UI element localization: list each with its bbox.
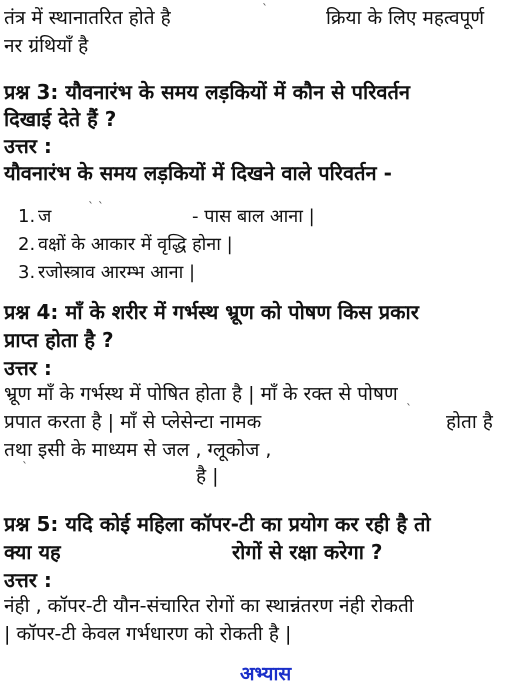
answer-4-line-1: भ्रूण माँ के गर्भस्थ में पोषित होता है | माँ के रक्त से पोषण — [4, 383, 398, 405]
answer-4-line-4: है | — [196, 465, 219, 487]
question-4-line-1: प्रश्न 4: माँ के शरीर में गर्भस्थ भ्रूण को पोषण किस प्रकार — [4, 300, 419, 324]
list-number: 3. — [18, 262, 36, 283]
question-3-line-1: प्रश्न 3: यौवनारंभ के समय लड़कियों में कौन से परिवर्तन — [4, 80, 410, 104]
list-item — [18, 204, 51, 228]
answer-3-intro: यौवनारंभ के समय लड़कियों में दिखने वाले परिवर्तन - — [4, 161, 392, 185]
question-3-line-2: दिखाई देते हैं ? — [4, 107, 117, 131]
answer-5-line-2: | कॉपर-टी केवल गर्भधारण को रोकती है | — [4, 623, 292, 645]
answer-4-line-2b: होता है — [446, 411, 493, 433]
faded-mark: ˋ — [22, 460, 28, 474]
intro-line-1a: तंत्र में स्थानातरित होते है — [4, 7, 171, 29]
answer-4-label: उत्तर : — [4, 356, 52, 380]
list-number: 1. — [18, 206, 36, 227]
question-5-line-1: प्रश्न 5: यदि कोई महिला कॉपर-टी का प्रयोग कर रही है तो — [4, 512, 431, 536]
faded-mark: ˋ — [406, 402, 412, 416]
answer-4-line-3: तथा इसी के माध्यम से जल , ग्लूकोज , — [4, 439, 272, 461]
question-5-line-2b: रोगों से रक्षा करेगा ? — [232, 540, 383, 564]
list-item — [18, 260, 195, 284]
intro-line-2: नर ग्रंथियाँ है — [4, 35, 89, 57]
list-item-text: रजोस्त्राव आरम्भ आना | — [38, 262, 196, 283]
list-item-lead: ज — [38, 206, 52, 227]
question-4-line-2: प्राप्त होता है ? — [4, 328, 114, 352]
faded-mark: ˋ ˋ — [88, 200, 104, 214]
answer-5-line-1: नंही , कॉपर-टी यौन-संचारित रोगों का स्थान्नंतरण नंही रोकती — [4, 595, 414, 617]
intro-line-1b: क्रिया के लिए महत्वपूर्ण — [326, 7, 485, 29]
answer-5-label: उत्तर : — [4, 568, 52, 592]
list-item — [18, 232, 233, 256]
answer-4-line-2a: प्रपात करता है | माँ से प्लेसेन्टा नामक — [4, 411, 262, 433]
section-heading: अभ्यास — [240, 663, 292, 685]
faded-mark: ˋ — [262, 2, 268, 16]
list-item-text: वक्षों के आकार में वृद्धि होना | — [38, 234, 233, 255]
list-item-tail: - पास बाल आना | — [192, 206, 315, 227]
list-number: 2. — [18, 234, 36, 255]
question-5-line-2a: क्या यह — [4, 540, 61, 564]
answer-3-label: उत्तर : — [4, 134, 52, 158]
